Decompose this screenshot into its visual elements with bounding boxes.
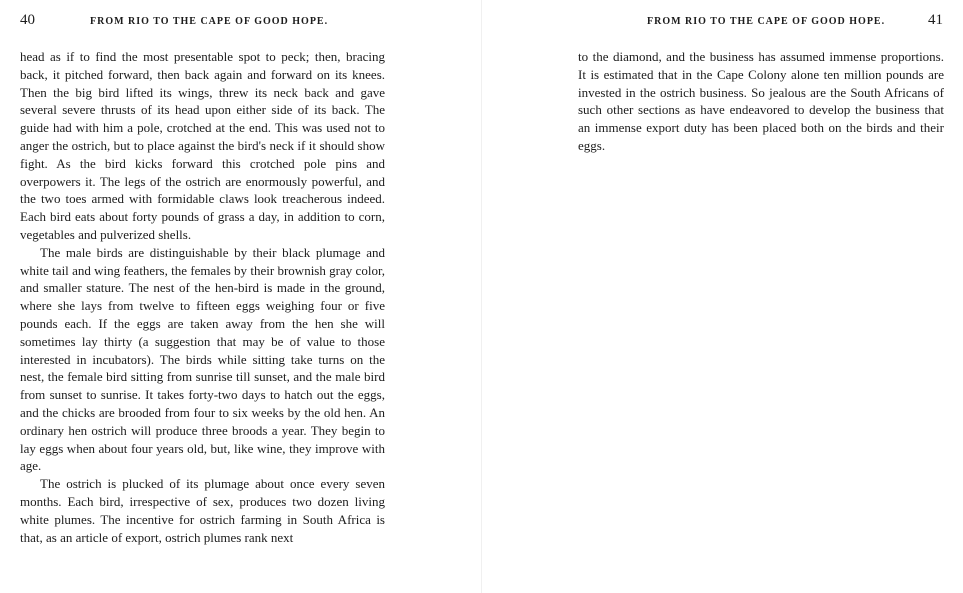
paragraph: The ostrich is plucked of its plumage about once every seven months. Each bird, irrespective of sex, produces two dozen living white plumes. The incentive for ostrich farming in South Africa is that, as an article of export, ostrich plumes rank next bbox=[20, 476, 385, 545]
paragraph: head as if to find the most presentable spot to peck; then, bracing back, it pitched forward, then back again and forward on its knees. Then the big bird lifted its wings, threw its neck back and gave several severe thrusts of its head upon either side of its back. The guide had with him a pole, crotched at the end. This was used not to anger the ostrich, but to place against the bird's neck if it should show fight. As the bird kicks forward this crotched pole pins and overpowers it. The legs of the ostrich are enormously powerful, and the two toes armed with formidable claws look treacherous indeed. Each bird eats about forty pounds of grass a day, in addition to corn, vegetables and pulverized shells. bbox=[20, 49, 385, 242]
paragraph: The male birds are distinguishable by their black plumage and white tail and wing feathers, the females by their brownish gray color, and smaller stature. The nest of the hen-bird is made in the ground, where she lays from twelve to fifteen eggs weighing four or five pounds each. If the eggs are taken away from the hen she will sometimes lay thirty (a suggestion that may be of value to those interested in incubators). The birds while sitting take turns on the nest, the female bird sitting from sunrise till sunset, and the male bird from sunset to sunrise. It takes forty-two days to hatch out the eggs, and the chicks are brooded from four to six weeks by the old hen. An ordinary hen ostrich will produce three broods a year. They begin to lay eggs when about four years old, but, like wine, they improve with age. bbox=[20, 244, 385, 474]
page-number: 41 bbox=[928, 12, 943, 28]
running-head: FROM RIO TO THE CAPE OF GOOD HOPE. bbox=[647, 16, 886, 27]
paragraph: to the diamond, and the business has assumed immense proportions. It is estimated that in the Cape Colony alone ten million pounds are invested in the ostrich business. So jealous are the South Africans of such other sections as have endeavored to develop the business that an immense export duty has been placed both on the birds and their eggs. bbox=[578, 49, 944, 153]
left-page bbox=[0, 0, 481, 593]
body-text bbox=[578, 48, 944, 155]
body-text bbox=[20, 48, 385, 546]
right-page bbox=[482, 0, 963, 593]
page-number: 40 bbox=[20, 12, 35, 28]
running-head: FROM RIO TO THE CAPE OF GOOD HOPE. bbox=[90, 16, 329, 27]
